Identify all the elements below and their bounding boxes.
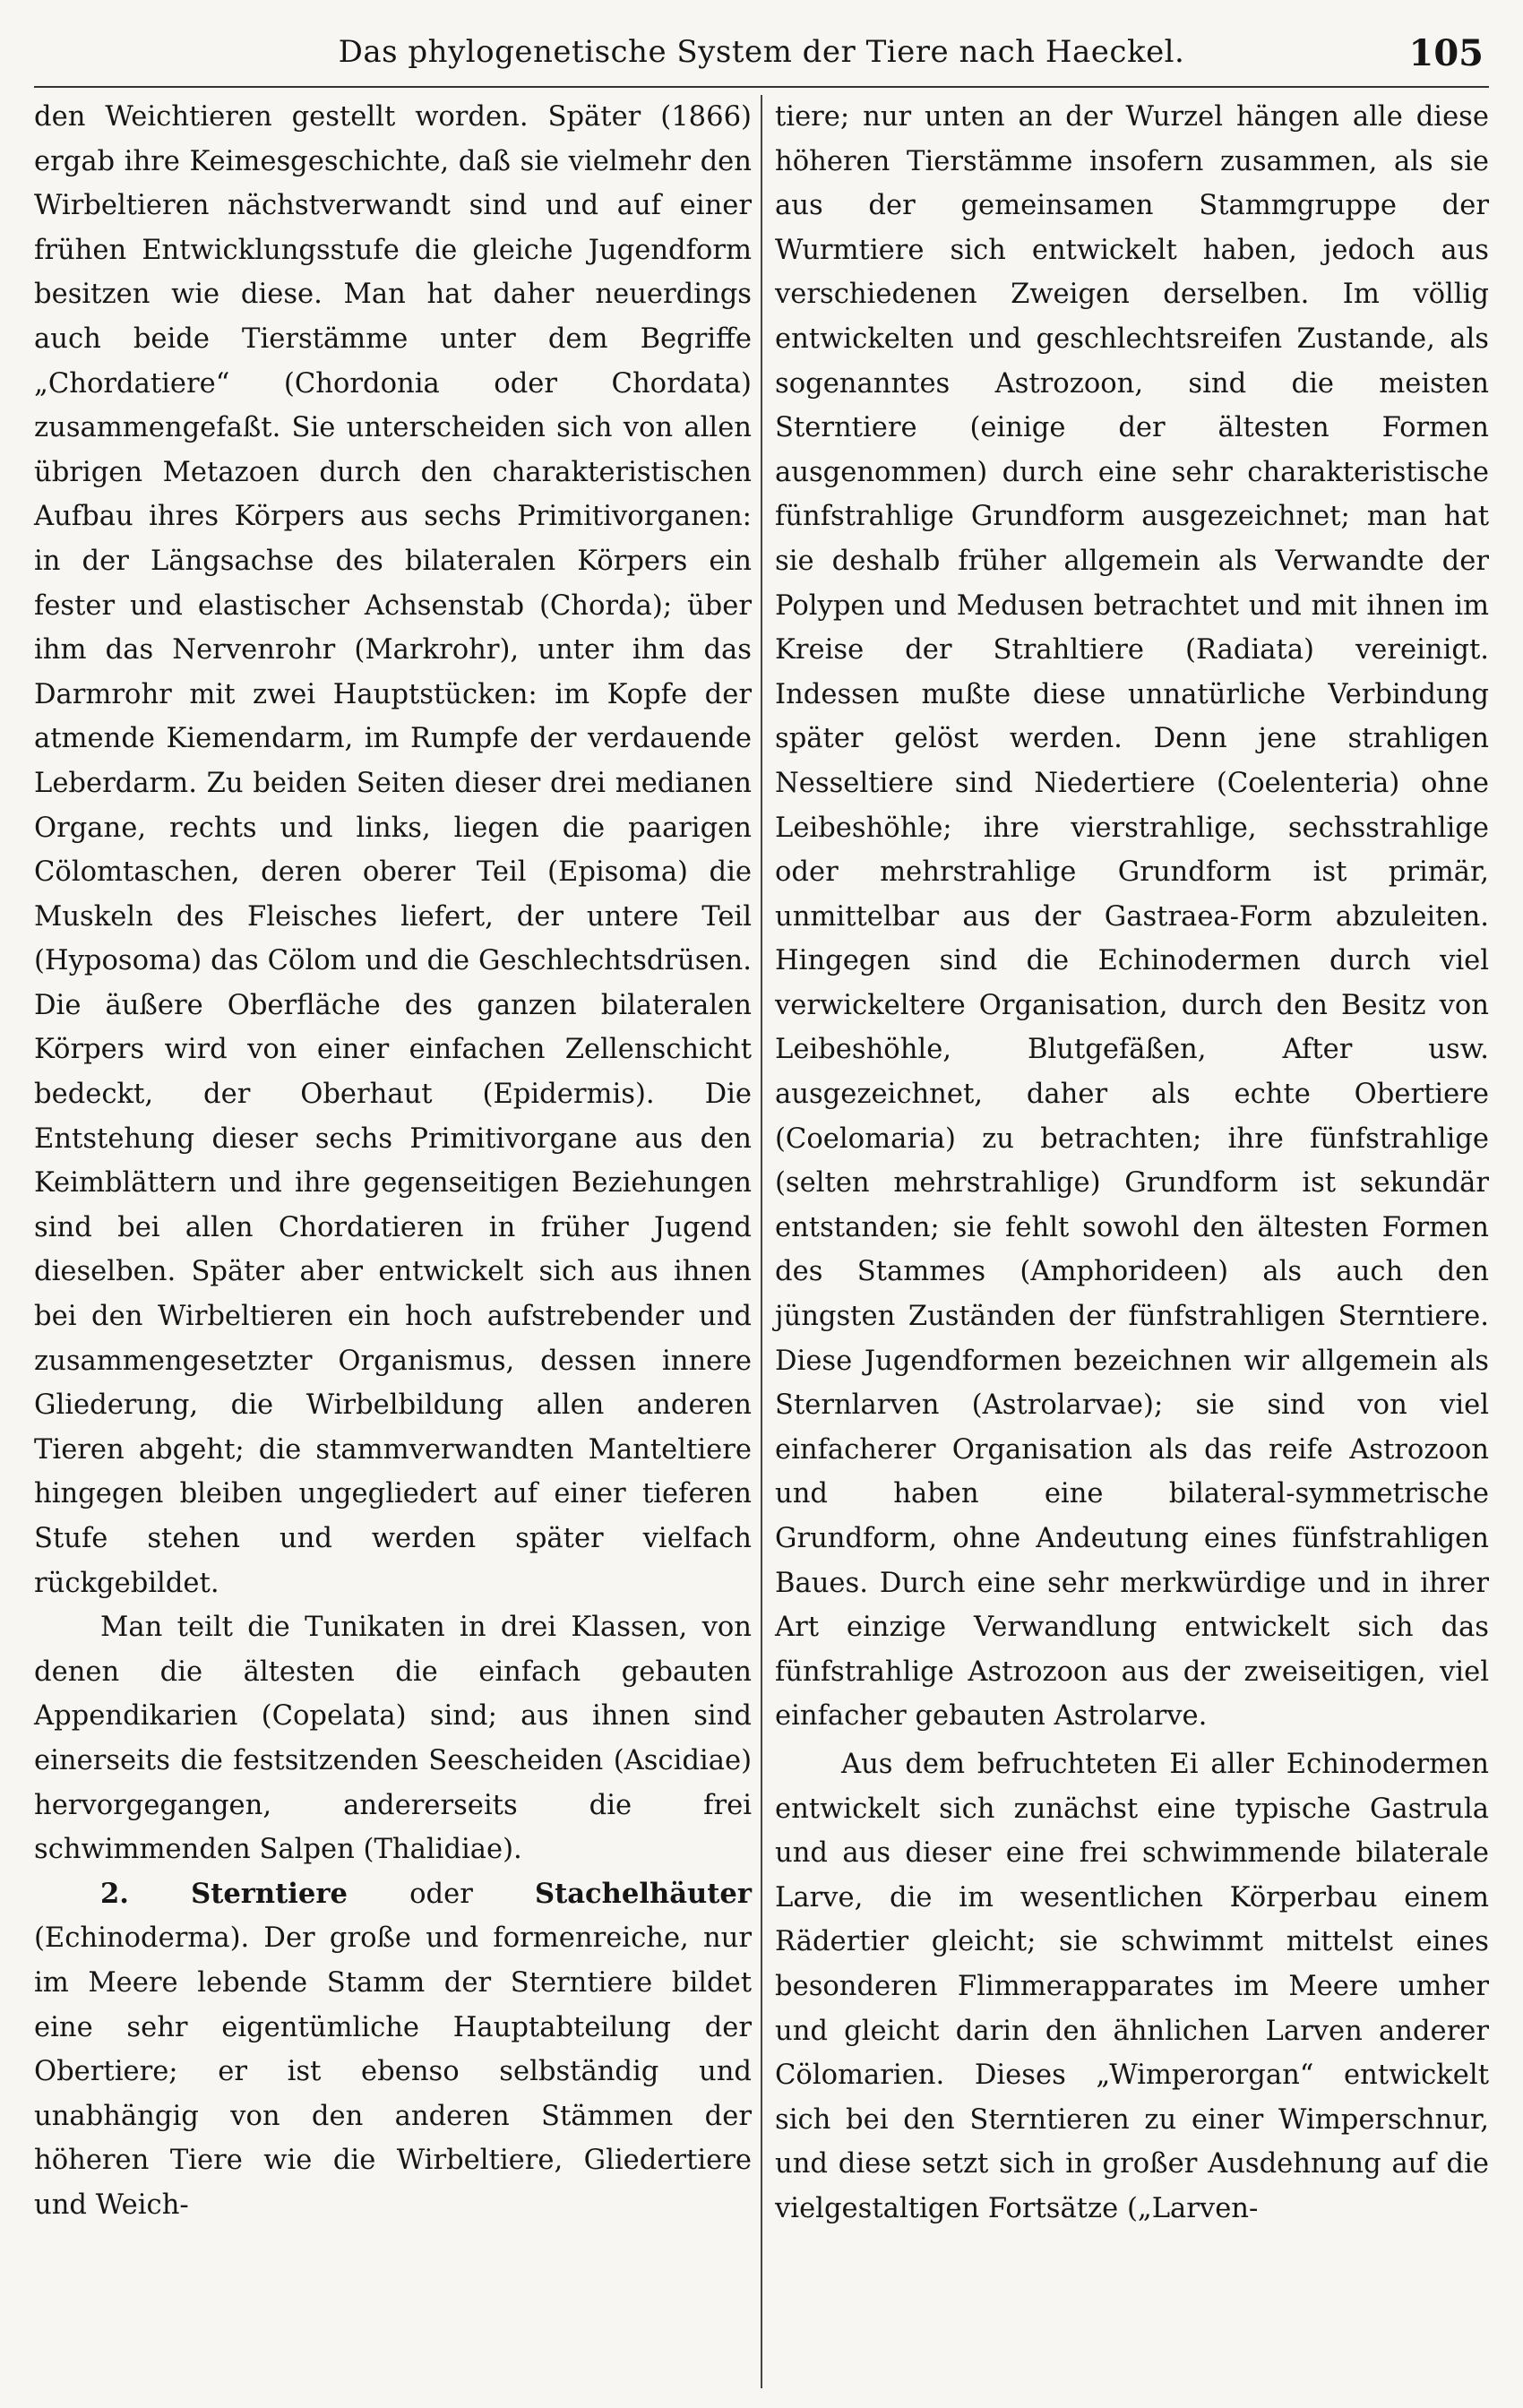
section-body: (Echinoderma). Der große und formenreiche, nur im Meere lebende Stamm der Sterntiere bildet eine sehr eigentümliche Hauptabteilung der Obertiere; er ist ebenso selbständig und unabhängig von den anderen Stämmen der höheren Tiere wie die Wirbeltiere, Gliedertiere und Weich- (34, 1922, 752, 2221)
section-number: 2. (100, 1877, 129, 1910)
page-number: 105 (1408, 32, 1484, 74)
running-title: Das phylogenetische System der Tiere nach Haeckel. (338, 34, 1185, 70)
paragraph-astrozoon: tiere; nur unten an der Wurzel hängen alle diese höheren Tierstämme insofern zusammen, als sie aus der gemeinsamen Stammgruppe der Wurmtiere sich entwickelt haben, jedoch aus verschiedenen Zweigen derselben. Im völlig entwickelten und geschlechtsreifen Zustande, als sogenanntes Astrozoon, sind die meisten Sterntiere (einige der ältesten Formen ausgenommen) durch eine sehr charakteristische fünfstrahlige Grundform ausgezeichnet; man hat sie deshalb früher allgemein als Verwandte der Polypen und Medusen betrachtet und mit ihnen im Kreise der Strahltiere (Radiata) vereinigt. Indessen mußte diese unnatürliche Verbindung später gelöst werden. Denn jene strahligen Nesseltiere sind Niedertiere (Coelenteria) ohne Leibeshöhle; ihre vierstrahlige, sechsstrahlige oder mehrstrahlige Grundform ist primär, unmittelbar aus der Gastraea-Form abzuleiten. Hingegen sind die Echinodermen durch viel verwickeltere Organisation, durch den Besitz von Leibeshöhle, Blutgefäßen, After usw. ausgezeichnet, daher als echte Obertiere (Coelomaria) zu betrachten; ihre fünfstrahlige (selten mehrstrahlige) Grundform ist sekundär entstanden; sie fehlt sowohl den ältesten Formen des Stammes (Amphorideen) als auch den jüngsten Zuständen der fünfstrahligen Sterntiere. Diese Jugendformen bezeichnen wir allgemein als Sternlarven (Astrolarvae); sie sind von viel einfacherer Organisation als das reife Astrozoon und haben eine bilateral-symmetrische Grundform, ohne Andeutung eines fünfstrahligen Baues. Durch eine sehr merkwürdige und in ihrer Art einzige Verwandlung entwickelt sich das fünfstrahlige Astrozoon aus der zweiseitigen, viel einfacher gebauten Astrolarve. (775, 101, 1489, 1733)
paragraph-sterntiere-intro (34, 1872, 752, 2228)
left-column (34, 95, 761, 2388)
paragraph-echinodermen-larve: Aus dem befruchteten Ei aller Echinodermen entwickelt sich zunächst eine typische Gastrula und aus dieser eine frei schwimmende bilaterale Larve, die im wesentlichen Körperbau einem Rädertier gleicht; sie schwimmt mittelst eines besonderen Flimmerapparates im Meere umher und gleicht darin den ähnlichen Larven anderer Cölomarien. Dieses „Wimperorgan“ entwickelt sich bei den Sterntieren zu einer Wimperschnur, und diese setzt sich in großer Ausdehnung auf die vielgestaltigen Fortsätze („Larven- (775, 1748, 1489, 2224)
section-title-sterntiere: Sterntiere (191, 1877, 348, 1910)
right-column (762, 95, 1489, 2388)
page-header (34, 27, 1489, 88)
paragraph-chordatiere: den Weichtieren gestellt worden. Später (1866) ergab ihre Keimesgeschichte, daß sie vielmehr den Wirbeltieren nächstverwandt sind und auf einer frühen Entwicklungsstufe die gleiche Jugendform besitzen wie diese. Man hat daher neuerdings auch beide Tierstämme unter dem Begriffe „Chordatiere“ (Chordonia oder Chordata) zusammengefaßt. Sie unterscheiden sich von allen übrigen Metazoen durch den charakteristischen Aufbau ihres Körpers aus sechs Primitivorganen: in der Längsachse des bilateralen Körpers ein fester und elastischer Achsenstab (Chorda); über ihm das Nervenrohr (Markrohr), unter ihm das Darmrohr mit zwei Hauptstücken: im Kopfe der atmende Kiemendarm, im Rumpfe der verdauende Leberdarm. Zu beiden Seiten dieser drei medianen Organe, rechts und links, liegen die paarigen Cölomtaschen, deren oberer Teil (Episoma) die Muskeln des Fleisches liefert, der untere Teil (Hyposoma) das Cölom und die Geschlechtsdrüsen. Die äußere Oberfläche des ganzen bilateralen Körpers wird von einer einfachen Zellenschicht bedeckt, der Oberhaut (Epidermis). Die Entstehung dieser sechs Primitivorgane aus den Keimblättern und ihre gegenseitigen Beziehungen sind bei allen Chordatieren in früher Jugend dieselben. Später aber entwickelt sich aus ihnen bei den Wirbeltieren ein hoch aufstrebender und zusammengesetzter Organismus, dessen innere Gliederung, die Wirbelbildung allen anderen Tieren abgeht; die stammverwandten Manteltiere hingegen bleiben ungegliedert auf einer tieferen Stufe stehen und werden später vielfach rückgebildet. (34, 101, 752, 1599)
text-columns (34, 95, 1489, 2388)
section-title-stachelhaeuter: Stachelhäuter (534, 1877, 752, 1910)
paragraph-tunikaten: Man teilt die Tunikaten in drei Klassen, von denen die ältesten die einfach gebauten Appendikarien (Copelata) sind; aus ihnen sind einerseits die festsitzenden Seescheiden (Ascidiae) hervorgegangen, andererseits die frei schwimmenden Salpen (Thalidiae). (34, 1612, 752, 1866)
section-title-connector: oder (409, 1878, 473, 1910)
